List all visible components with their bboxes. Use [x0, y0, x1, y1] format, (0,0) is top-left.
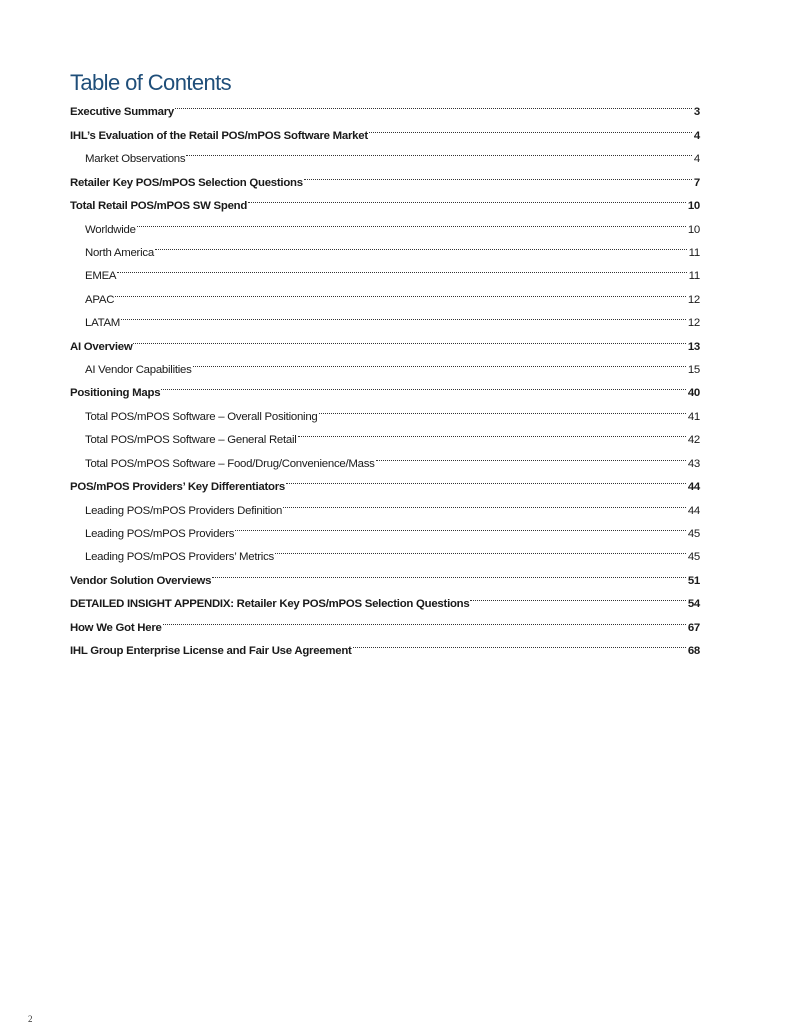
toc-entry-label: IHL’s Evaluation of the Retail POS/mPOS Software Market [70, 129, 368, 142]
toc-entry-page-number: 11 [688, 246, 700, 259]
toc-entry-page-number: 44 [687, 481, 700, 494]
toc-entry-section[interactable] [70, 326, 700, 353]
toc-entry-page-number: 15 [687, 364, 700, 377]
toc-entry-label: Vendor Solution Overviews [70, 574, 212, 587]
toc-dot-leader [137, 209, 686, 232]
toc-dot-leader [369, 115, 692, 138]
toc-entry-subsection[interactable] [70, 303, 700, 330]
toc-entry-label: AI Vendor Capabilities [85, 364, 192, 377]
toc-entry-section[interactable] [70, 92, 700, 119]
toc-entry-label: IHL Group Enterprise License and Fair Use Agreement [70, 645, 352, 658]
toc-entry-section[interactable] [70, 631, 700, 658]
toc-dot-leader [161, 373, 686, 396]
toc-entry-subsection[interactable] [70, 233, 700, 259]
toc-dot-leader [283, 490, 686, 513]
toc-entry-label: Retailer Key POS/mPOS Selection Questions [70, 176, 303, 189]
toc-entry-label: Total POS/mPOS Software – Overall Positioning [85, 410, 318, 423]
toc-entry-section[interactable] [70, 607, 700, 634]
toc-entry-page-number: 43 [687, 457, 700, 470]
toc-entry-page-number: 4 [693, 129, 700, 142]
toc-entry-subsection[interactable] [70, 279, 700, 306]
toc-entry-page-number: 11 [688, 270, 700, 283]
toc-entry-page-number: 45 [687, 551, 700, 564]
toc-dot-leader [121, 303, 686, 326]
toc-dot-leader [235, 514, 686, 537]
toc-entry-page-number: 41 [687, 410, 700, 423]
toc-title: Table of Contents [70, 70, 232, 95]
toc-entry-page-number: 54 [687, 598, 700, 611]
toc-dot-leader [212, 560, 686, 583]
toc-entry-page-number: 10 [687, 223, 700, 236]
toc-entry-label: North America [85, 246, 154, 259]
toc-entry-page-number: 4 [693, 153, 700, 166]
toc-entry-page-number: 44 [687, 504, 700, 517]
toc-dot-leader [286, 467, 686, 490]
toc-entry-page-number: 42 [687, 434, 700, 447]
toc-entry-label: Leading POS/mPOS Providers Definition [85, 504, 283, 517]
toc-entry-label: Executive Summary [70, 106, 175, 119]
toc-entry-label: AI Overview [70, 340, 133, 353]
toc-dot-leader [133, 326, 685, 349]
toc-entry-label: POS/mPOS Providers’ Key Differentiators [70, 481, 285, 494]
toc-entry-section[interactable] [70, 373, 700, 400]
toc-entry-subsection[interactable] [70, 209, 700, 236]
toc-entry-label: DETAILED INSIGHT APPENDIX: Retailer Key POS/mPOS Selection Questions [70, 598, 470, 611]
toc-entry-label: Leading POS/mPOS Providers [85, 528, 235, 541]
toc-dot-leader [175, 92, 692, 115]
toc-entry-label: Worldwide [85, 223, 136, 236]
toc-entry-page-number: 40 [687, 387, 700, 400]
toc-dot-leader [155, 233, 687, 256]
toc-dot-leader [115, 279, 686, 302]
toc-entry-label: How We Got Here [70, 621, 162, 634]
toc-list [70, 92, 700, 658]
toc-dot-leader [298, 420, 686, 443]
toc-entry-page-number: 3 [693, 106, 700, 119]
toc-dot-leader [117, 256, 686, 279]
toc-entry-label: LATAM [85, 317, 121, 330]
toc-entry-label: Total POS/mPOS Software – General Retail [85, 434, 297, 447]
toc-entry-page-number: 67 [687, 621, 700, 634]
toc-entry-page-number: 45 [687, 528, 700, 541]
toc-entry-label: Total POS/mPOS Software – Food/Drug/Convenience/Mass [85, 457, 375, 470]
toc-dot-leader [186, 139, 692, 162]
toc-entry-page-number: 68 [687, 645, 700, 658]
toc-dot-leader [319, 396, 686, 419]
toc-dot-leader [376, 443, 686, 466]
toc-entry-page-number: 7 [693, 176, 700, 189]
toc-dot-leader [163, 607, 686, 630]
toc-dot-leader [193, 350, 686, 373]
toc-entry-label: Market Observations [85, 153, 186, 166]
toc-entry-page-number: 12 [687, 317, 700, 330]
toc-entry-subsection[interactable] [70, 396, 700, 423]
toc-entry-page-number: 10 [687, 200, 700, 213]
toc-entry-page-number: 12 [687, 293, 700, 306]
toc-entry-label: Positioning Maps [70, 387, 161, 400]
toc-entry-label: APAC [85, 293, 115, 306]
toc-entry-subsection[interactable] [70, 350, 700, 377]
toc-dot-leader [248, 186, 686, 209]
toc-entry-page-number: 51 [687, 574, 700, 587]
toc-dot-leader [470, 584, 685, 607]
toc-entry-label: Leading POS/mPOS Providers’ Metrics [85, 551, 274, 564]
page-number: 2 [28, 1014, 33, 1024]
toc-entry-label: EMEA [85, 270, 117, 283]
toc-dot-leader [304, 162, 692, 185]
toc-dot-leader [275, 537, 686, 560]
toc-dot-leader [353, 631, 686, 654]
toc-entry-subsection[interactable] [70, 256, 700, 283]
toc-entry-page-number: 13 [687, 340, 700, 353]
toc-entry-label: Total Retail POS/mPOS SW Spend [70, 200, 248, 213]
